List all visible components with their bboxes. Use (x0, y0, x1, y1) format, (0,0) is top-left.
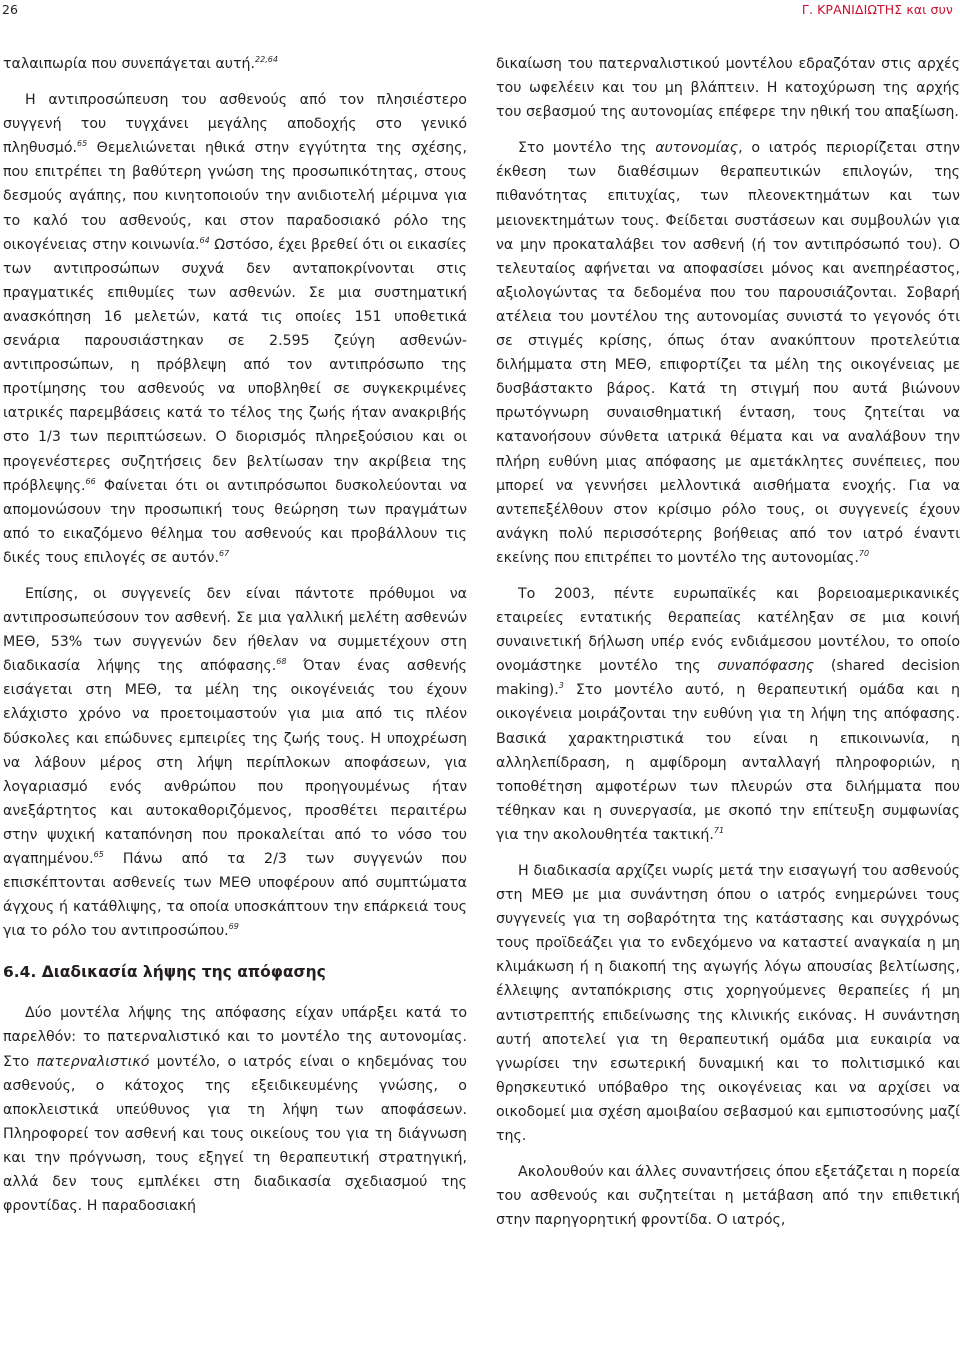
citation: 70 (858, 548, 870, 558)
right-column (496, 52, 960, 1232)
paragraph: Δύο μοντέλα λήψης της απόφασης είχαν υπάρξει κατά το παρελθόν: το πατερναλιστικό και το μοντέλο της αυτονομίας. Στο πατερναλιστικό μοντέλο, ο ιατρός είναι ο κηδεμόνας του ασθενούς, ο κάτοχος της εξειδικευμένης γνώσης, ο αποκλειστικά υπεύθυνος για τη λήψη των αποφάσεων. Πληροφορεί τον ασθενή και τους οικείους του για τη διάγνωση και την πρόγνωση, τους εξηγεί τη θεραπευτική στρατηγική, αλλά δεν τους εμπλέκει στη διαδικασία σχεδιασμού της φροντίδας. Η παραδοσιακή (3, 1005, 467, 1215)
paragraph: Η αντιπροσώπευση του ασθενούς από τον πλησιέστερο συγγενή του τυγχάνει μεγάλης αποδοχής στο γενικό πληθυσμό.$^{65}$ Θεμελιώνεται ηθικά στην εγγύτητα της σχέσης, που επιτρέπει τη βαθύτερη γνώση της προσωπικότητας, στους δεσμούς αγάπης, που κινητοποιούν την ανιδιοτελή μέριμνα για το καλό του ασθενούς, και στον παραδοσιακό ρόλο της οικογένειας στην κοινωνία.$^{64}$ Ωστόσο, έχει βρεθεί ότι οι εικασίες των αντιπροσώπων συχνά δεν ανταποκρίνονται στις πραγματικές επιθυμίες των ασθενών. Σε μια συστηματική ανασκόπηση 16 μελετών, κατά τις οποίες 151 υποθετικά σενάρια παρουσιάστηκαν σε 2.595 ζεύγη ασθενών-αντιπροσώπων, η πρόβλεψη από τον αντιπρόσωπο της προτίμησης του ασθενούς να υποβληθεί σε συγκεκριμένες ιατρικές παρεμβάσεις κατά το τέλος της ζωής ήταν ανακριβής στο 1/3 των περιπτώσεων. Ο διορισμός πληρεξούσιου και οι προγενέστερες συζητήσεις δεν βελτίωσαν την ακρίβεια της πρόβλεψης.$^{66}$ Φαίνεται ότι οι αντιπρόσωποι δυσκολεύονται να απομονώσουν την προσωπική τους θεώρηση των πραγμάτων από το εικαζόμενο θέλημα του ασθενούς και προβάλλουν τις δικές τους επιλογές σε αυτόν.$^{67}$ (3, 92, 467, 566)
citation: 64 (199, 235, 210, 245)
citation: 3 (558, 681, 564, 691)
page-number: 26 (2, 2, 18, 17)
citation: 65 (93, 850, 104, 859)
paragraph: Ακολουθούν και άλλες συναντήσεις όπου εξετάζεται η πορεία του ασθενούς και συζητείται η μετάβαση από την επιθετική στην παρηγορητική φροντίδα. Ο ιατρός, (496, 1164, 960, 1229)
citation: 65 (77, 139, 88, 149)
paragraph: Επίσης, οι συγγενείς δεν είναι πάντοτε πρόθυμοι να αντιπροσωπεύσουν τον ασθενή. Σε μια γαλλική μελέτη ασθενών ΜΕΘ, 53% των συγγενών δεν ήθελαν να συμμετέχουν στη διαδικασία λήψης της απόφασης.$^{68}$ Όταν ένας ασθενής εισάγεται στη ΜΕΘ, τα μέλη της οικογένειάς του έχουν ελάχιστο χρόνο να προετοιμαστούν για μια από τις πλέον δύσκολες και επώδυνες εμπειρίες της ζωής τους. Η υποχρέωση να λάβουν μέρος στη λήψη περίπλοκων αποφάσεων, για λογαριασμό ενός ανθρώπου που προηγουμένως ήταν ανεξάρτητος και αυτοκαθοριζόμενος, προσθέτει περαιτέρω στην ψυχική καταπόνηση που προκαλείται από το νόσο του αγαπημένου.$^{65}$ Πάνω από τα 2/3 των συγγενών που επισκέπτονται ασθενείς των ΜΕΘ υποφέρουν από συμπτώματα άγχους ή κατάθλιψης, τα οποία υποσκάπτουν την επάρκειά τους για το ρόλο του αντιπροσώπου.$^{69}$ (3, 585, 467, 940)
citation: 71 (713, 825, 725, 835)
paragraph: Στο μοντέλο της αυτονομίας, ο ιατρός περιορίζεται στην έκθεση των διαθέσιμων θεραπευτικών επιλογών, της πιθανότητας επιτυχίας, των πλεονεκτημάτων και των μειονεκτημάτων τους. Φείδεται συστάσεων και συμβουλών για να μην προκαταλάβει τον ασθενή (ή τον αντιπρόσωπό του). Ο τελευταίος αφήνεται να αποφασίσει μόνος και ανεπηρέαστος, αξιολογώντας τα δεδομένα που του παρουσιάζονται. Σοβαρή ατέλεια του μοντέλου της αυτονομίας συνιστά το γεγονός ότι σε στιγμές κρίσης, όπως όταν ανακύπτουν προτελεύτια διλήμματα στη ΜΕΘ, επιφορτίζει τα μέλη της οικογένειας με δυσβάστακτο βάρος. Κατά τη στιγμή που αυτά βιώνουν πρωτόγνωρη συναισθηματική ένταση, τους ζητείται να κατανοήσουν σύνθετα ιατρικά θέματα και να αναλάβουν την πλήρη ευθύνη μιας απόφασης με αμετάκλητες συνέπειες, που μπορεί να γεννήσει μελλοντικά αισθήματα ενοχής. Για να αντεπεξέλθουν στον κρίσιμο ρόλο τους, οι συγγενείς έχουν ανάγκη πολύ περισσότερης βοήθειας από τον ιατρό έναντι εκείνης που επιτρέπει το μοντέλο της αυτονομίας.$^{70}$ (496, 140, 960, 566)
left-column (3, 52, 467, 1218)
running-head: Γ. ΚΡΑΝΙΔΙΩΤΗΣ και συν (801, 2, 953, 17)
citation: 66 (85, 476, 96, 486)
citation: 68 (276, 657, 287, 667)
paragraph: ταλαιπωρία που συνεπάγεται αυτή.$^{22,64}$ (3, 55, 278, 72)
paragraph: Το 2003, πέντε ευρωπαϊκές και βορειοαμερικανικές εταιρείες εντατικής θεραπείας κατέληξαν σε μια κοινή συναινετική δήλωση υπέρ ενός ενδιάμεσου μοντέλου, το οποίο ονομάστηκε μοντέλο της συναπόφασης (shared decision making).$^3$ Στο μοντέλο αυτό, η θεραπευτική ομάδα και η οικογένεια μοιράζονται την ευθύνη για τη λήψη της απόφασης. Βασικά χαρακτηριστικά του είναι η επικοινωνία, η αλληλεπίδραση, η αμφίδρομη ανταλλαγή πληροφοριών, η τοποθέτηση αμφοτέρων των πλευρών στα διλήμματα που τέθηκαν και η συνεργασία, με σκοπό την επίτευξη συμφωνίας για την ακολουθητέα τακτική.$^{71}$ (496, 585, 960, 843)
citation: 69 (228, 922, 239, 932)
section-heading: 6.4. Διαδικασία λήψης της απόφασης (3, 963, 326, 982)
citation: 67 (219, 548, 230, 558)
paragraph: δικαίωση του πατερναλιστικού μοντέλου εδραζόταν στις αρχές του ωφελέειν και του μη βλάπτειν. Η κατοχύρωση της αρχής του σεβασμού της αυτονομίας επέφερε την ηθική του απαξίωση. (496, 56, 960, 121)
page-header (0, 0, 960, 24)
citation: 22,64 (255, 55, 278, 64)
paragraph: Η διαδικασία αρχίζει νωρίς μετά την εισαγωγή του ασθενούς στη ΜΕΘ με μια συνάντηση όπου ο ιατρός ενημερώνει τους συγγενείς για τη σοβαρότητα της κατάστασης και συγχρόνως τους προϊδεάζει για το ενδεχόμενο να καταστεί αναγκαία η μη κλιμάκωση ή η διακοπή της αγωγής λόγω απουσίας βελτίωσης, έλλειψης ανταπόκρισης στις χορηγούμενες θεραπείες ή μη αντιστρεπτής επιδείνωσης της κλινικής εικόνας. Η συνάντηση αυτή αποτελεί για τη θεραπευτική ομάδα μια ευκαιρία να γνωρίσει την εσωτερική δυναμική και το πολιτισμικό και θρησκευτικό υπόβαθρο της οικογένειας και να αρχίσει να οικοδομεί μια σχέση αμοιβαίου σεβασμού και εμπιστοσύνης μαζί της. (496, 863, 960, 1145)
